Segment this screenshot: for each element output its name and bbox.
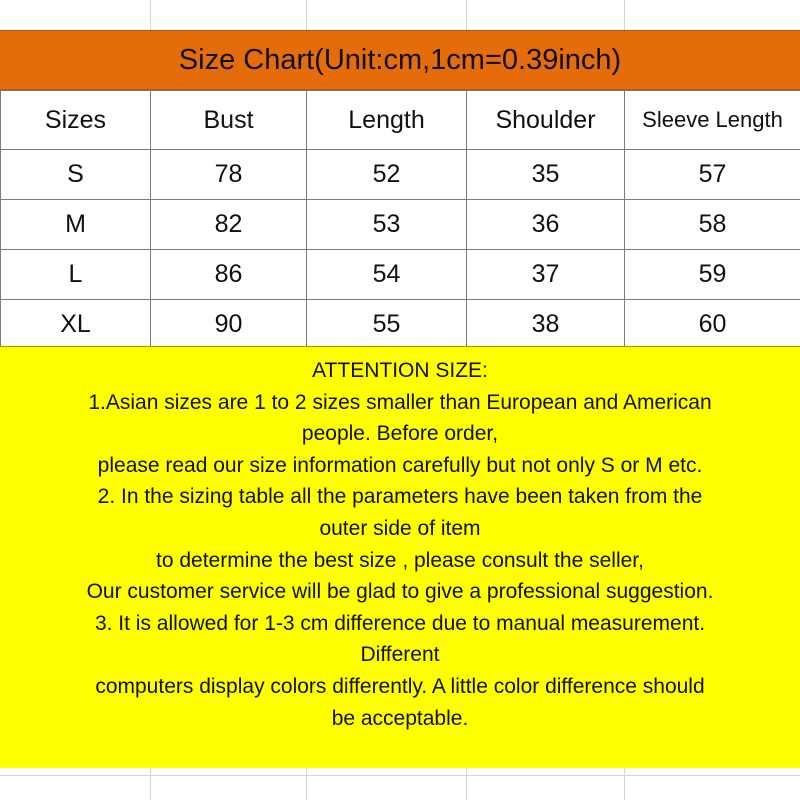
column-header-length: Length — [307, 91, 467, 150]
column-header-bust: Bust — [151, 91, 307, 150]
notice-line: Different — [360, 643, 440, 667]
table-cell: 53 — [307, 200, 467, 250]
column-header-sleeve-length: Sleeve Length — [625, 91, 800, 150]
table-cell: 86 — [151, 250, 307, 300]
table-cell: 54 — [307, 250, 467, 300]
table-cell: 82 — [151, 200, 307, 250]
notice-line: 2. In the sizing table all the parameters have been taken from the — [97, 485, 703, 509]
notice-line: outer side of item — [319, 516, 481, 540]
table-header-row — [1, 91, 800, 150]
size-table — [0, 90, 800, 350]
notice-line: be acceptable. — [331, 706, 469, 730]
table-cell: 37 — [467, 250, 625, 300]
table-cell: 36 — [467, 200, 625, 250]
table-cell: 57 — [625, 150, 800, 200]
notice-line: computers display colors differently. A little color difference should — [95, 674, 705, 698]
table-cell: 90 — [151, 300, 307, 350]
table-cell: S — [1, 150, 151, 200]
table-row — [1, 150, 800, 200]
table-cell: 52 — [307, 150, 467, 200]
notice-line: people. Before order, — [301, 422, 499, 446]
column-header-sizes: Sizes — [1, 91, 151, 150]
table-row — [1, 250, 800, 300]
table-cell: 58 — [625, 200, 800, 250]
grid-line — [0, 775, 800, 776]
table-cell: 35 — [467, 150, 625, 200]
table-row — [1, 200, 800, 250]
attention-notice — [0, 346, 800, 768]
table-cell: L — [1, 250, 151, 300]
notice-line: Our customer service will be glad to give a professional suggestion. — [86, 580, 714, 604]
table-cell: XL — [1, 300, 151, 350]
size-chart-title: Size Chart(Unit:cm,1cm=0.39inch) — [0, 30, 800, 90]
table-row — [1, 300, 800, 350]
table-cell: 78 — [151, 150, 307, 200]
table-cell: 59 — [625, 250, 800, 300]
table-cell: 55 — [307, 300, 467, 350]
notice-line: to determine the best size , please consult the seller, — [156, 548, 644, 572]
notice-heading: ATTENTION SIZE: — [312, 359, 488, 382]
table-cell: M — [1, 200, 151, 250]
notice-line: 1.Asian sizes are 1 to 2 sizes smaller than European and American — [88, 390, 712, 414]
notice-line: 3. It is allowed for 1-3 cm difference due to manual measurement. — [94, 611, 706, 635]
notice-line: please read our size information carefully but not only S or M etc. — [97, 453, 703, 477]
column-header-shoulder: Shoulder — [467, 91, 625, 150]
table-cell: 38 — [467, 300, 625, 350]
table-cell: 60 — [625, 300, 800, 350]
